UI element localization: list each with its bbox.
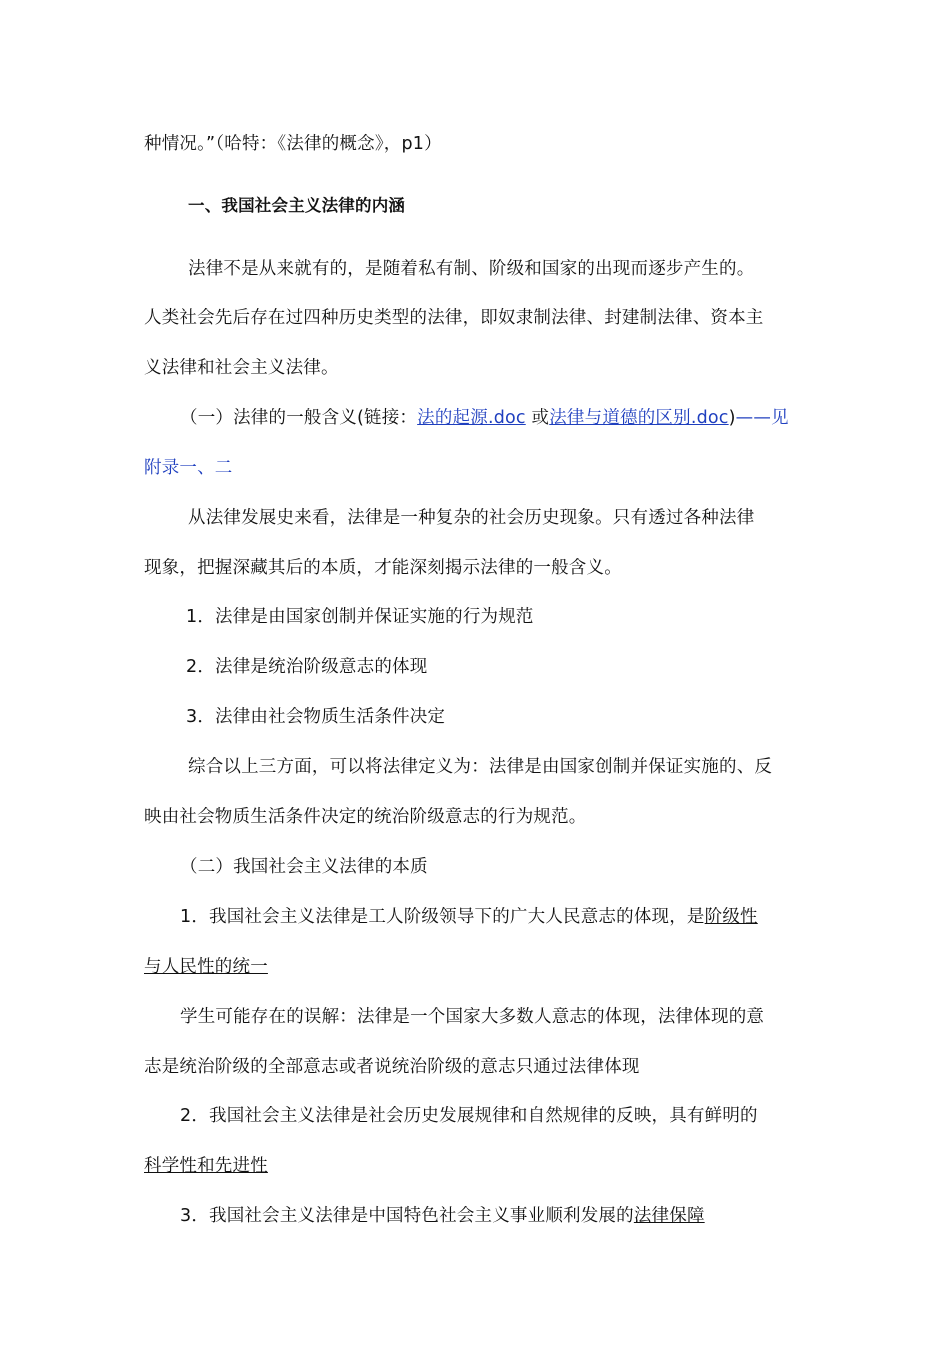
paren-close: )	[728, 408, 736, 428]
appendix-reference-cont: 附录一、二	[144, 458, 233, 478]
section-heading: 一、我国社会主义法律的内涵	[188, 196, 406, 215]
list-item-text: 3．我国社会主义法律是中国特色社会主义事业顺利发展的	[180, 1206, 634, 1226]
link-separator: 或	[525, 408, 550, 428]
paragraph-line: 现象，把握深藏其后的本质，才能深刻揭示法律的一般含义。	[144, 558, 622, 578]
link-law-vs-morality[interactable]: 法律与道德的区别.doc	[549, 408, 729, 428]
underlined-term-cont: 科学性和先进性	[144, 1156, 268, 1176]
paragraph-line: 义法律和社会主义法律。	[144, 358, 339, 378]
list-item: 2．法律是统治阶级意志的体现	[186, 657, 428, 677]
list-item: 2．我国社会主义法律是社会历史发展规律和自然规律的反映，具有鲜明的	[180, 1106, 758, 1126]
paragraph-line: 志是统治阶级的全部意志或者说统治阶级的意志只通过法律体现	[144, 1057, 640, 1077]
paragraph-line: 从法律发展史来看，法律是一种复杂的社会历史现象。只有透过各种法律	[188, 508, 755, 528]
paragraph-line: 映由社会物质生活条件决定的统治阶级意志的行为规范。	[144, 807, 587, 827]
paragraph-line: 综合以上三方面，可以将法律定义为：法律是由国家创制并保证实施的、反	[188, 757, 773, 777]
underlined-term: 法律保障	[633, 1206, 705, 1226]
underlined-term: 阶级性	[704, 907, 758, 927]
list-item: 1．法律是由国家创制并保证实施的行为规范	[186, 607, 534, 627]
subsection-label: （一）法律的一般含义(链接：	[180, 408, 418, 428]
paragraph-line: 人类社会先后存在过四种历史类型的法律，即奴隶制法律、封建制法律、资本主	[144, 308, 764, 328]
list-item-text: 1．我国社会主义法律是工人阶级领导下的广大人民意志的体现，是	[180, 907, 705, 927]
appendix-reference: ——见	[735, 408, 789, 428]
link-origin-of-law[interactable]: 法的起源.doc	[417, 408, 526, 428]
list-item: 3．法律由社会物质生活条件决定	[186, 707, 446, 727]
paragraph-line: 法律不是从来就有的，是随着私有制、阶级和国家的出现而逐步产生的。	[188, 259, 755, 279]
underlined-term-cont: 与人民性的统一	[144, 957, 268, 977]
list-item	[180, 904, 758, 930]
subsection-heading-2: （二）我国社会主义法律的本质	[180, 857, 428, 877]
subsection-heading-1	[180, 405, 789, 431]
quote-citation-line: 种情况。”（哈特：《法律的概念》，p1）	[144, 134, 442, 154]
list-item	[180, 1203, 705, 1229]
paragraph-line: 学生可能存在的误解：法律是一个国家大多数人意志的体现，法律体现的意	[180, 1007, 765, 1027]
